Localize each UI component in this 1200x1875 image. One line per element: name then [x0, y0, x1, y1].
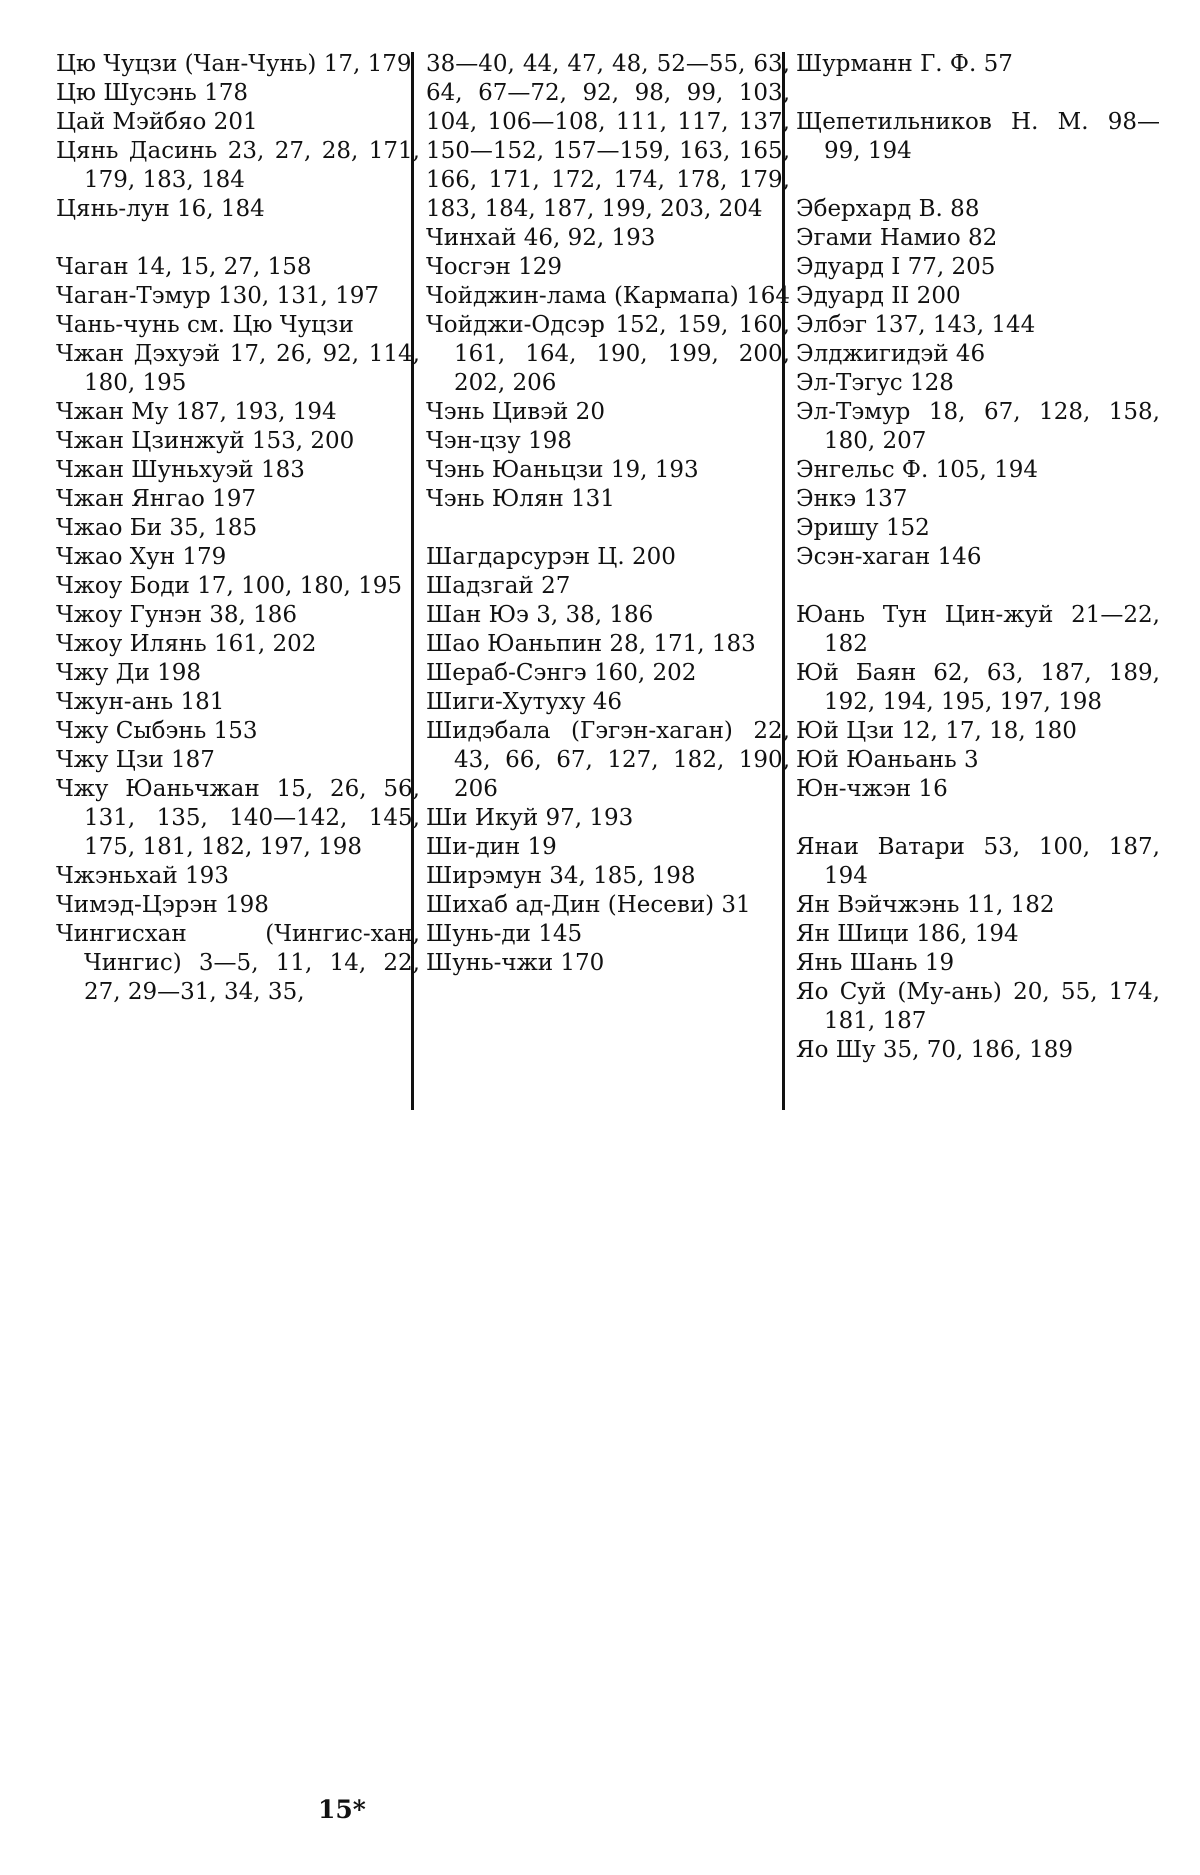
- index-entry: Ян Шици 186, 194: [796, 921, 1019, 947]
- index-entry: Чэнь Юлян 131: [426, 486, 615, 512]
- index-entry: Чжан Шуньхуэй 183: [56, 457, 305, 483]
- index-entry: Цянь Дасинь 23, 27, 28, 171, 179, 183, 184: [56, 138, 420, 193]
- index-entry: Чжоу Илянь 161, 202: [56, 631, 317, 657]
- index-entry: Чжао Би 35, 185: [56, 515, 258, 541]
- index-entry: 38—40, 44, 47, 48, 52—55, 63, 64, 67—72, 92, 98, 99, 103, 104, 106—108, 111, 117, 137, 150—152, 157—159, 163, 165, 166, 171, 172, 174, 178, 179, 183, 184, 187, 199, 203, 204: [426, 51, 790, 222]
- index-entry: Чэнь Юаньцзи 19, 193: [426, 457, 699, 483]
- index-entry: Шидэбала (Гэгэн-хаган) 22, 43, 66, 67, 127, 182, 190, 206: [426, 718, 790, 802]
- index-entry: Чингисхан (Чингис-хан, Чингис) 3—5, 11, 14, 22, 27, 29—31, 34, 35,: [56, 921, 420, 1005]
- index-entry: Ши Икуй 97, 193: [426, 805, 634, 831]
- index-entry: Юн-чжэн 16: [796, 776, 948, 802]
- index-entry: Цай Мэйбяо 201: [56, 109, 258, 135]
- index-entry: Чаган 14, 15, 27, 158: [56, 254, 312, 280]
- index-entry: Чжу Сыбэнь 153: [56, 718, 258, 744]
- index-entry: Эл-Тэмур 18, 67, 128, 158, 180, 207: [796, 399, 1160, 454]
- index-entry: Шао Юаньпин 28, 171, 183: [426, 631, 756, 657]
- index-entry: Ян Вэйчжэнь 11, 182: [796, 892, 1055, 918]
- index-entry: Юань Тун Цин-жуй 21—22, 182: [796, 602, 1160, 657]
- index-entry: Яо Шу 35, 70, 186, 189: [796, 1037, 1074, 1063]
- index-entry: Ширэмун 34, 185, 198: [426, 863, 696, 889]
- column-divider-1: [411, 52, 414, 1110]
- index-entry: Юй Баян 62, 63, 187, 189, 192, 194, 195, 197, 198: [796, 660, 1160, 715]
- index-entry: Юй Юаньань 3: [796, 747, 979, 773]
- index-entry: Чань-чунь см. Цю Чуцзи: [56, 312, 354, 338]
- index-entry: Чаган-Тэмур 130, 131, 197: [56, 283, 379, 309]
- index-entry: Энкэ 137: [796, 486, 908, 512]
- index-entry: Эришу 152: [796, 515, 930, 541]
- index-entry: Янь Шань 19: [796, 950, 955, 976]
- index-entry: Эдуард I 77, 205: [796, 254, 996, 280]
- index-entry: Шан Юэ 3, 38, 186: [426, 602, 654, 628]
- index-entry: Шунь-ди 145: [426, 921, 583, 947]
- index-entry: Энгельс Ф. 105, 194: [796, 457, 1039, 483]
- index-entry: Шурманн Г. Ф. 57: [796, 51, 1013, 77]
- index-entry: Цю Чуцзи (Чан-Чунь) 17, 179: [56, 51, 412, 77]
- index-entry: Чжоу Боди 17, 100, 180, 195: [56, 573, 403, 599]
- page-number: 15*: [318, 1795, 366, 1824]
- index-entry: Элбэг 137, 143, 144: [796, 312, 1036, 338]
- index-entry: Чжан Цзинжуй 153, 200: [56, 428, 355, 454]
- index-entry: Чжоу Гунэн 38, 186: [56, 602, 298, 628]
- index-entry: Шихаб ад-Дин (Несеви) 31: [426, 892, 751, 918]
- index-entry: Янаи Ватари 53, 100, 187, 194: [796, 834, 1160, 889]
- index-entry: Чосгэн 129: [426, 254, 562, 280]
- index-entry: Чжу Ди 198: [56, 660, 202, 686]
- index-entry: Эсэн-хаган 146: [796, 544, 982, 570]
- index-entry: Чимэд-Цэрэн 198: [56, 892, 269, 918]
- index-entry: Эл-Тэгус 128: [796, 370, 954, 396]
- index-entry: Чжу Цзи 187: [56, 747, 215, 773]
- index-entry: Чжан Му 187, 193, 194: [56, 399, 337, 425]
- index-entry: Шунь-чжи 170: [426, 950, 605, 976]
- index-entry: Яо Суй (Му-ань) 20, 55, 174, 181, 187: [796, 979, 1160, 1034]
- index-entry: Чойджи-Одсэр 152, 159, 160, 161, 164, 190, 199, 200, 202, 206: [426, 312, 790, 396]
- index-entry: Чжэньхай 193: [56, 863, 229, 889]
- index-entry: Шиги-Хутуху 46: [426, 689, 622, 715]
- index-entry: Цю Шусэнь 178: [56, 80, 248, 106]
- index-entry: Шадзгай 27: [426, 573, 571, 599]
- index-entry: Ши-дин 19: [426, 834, 557, 860]
- index-entry: Эгами Намио 82: [796, 225, 998, 251]
- column-divider-2: [782, 52, 785, 1110]
- index-entry: Цянь-лун 16, 184: [56, 196, 265, 222]
- index-entry: Элджигидэй 46: [796, 341, 986, 367]
- index-entry: Юй Цзи 12, 17, 18, 180: [796, 718, 1077, 744]
- index-entry: Чжу Юаньчжан 15, 26, 56, 131, 135, 140—142, 145, 175, 181, 182, 197, 198: [56, 776, 420, 860]
- index-entry: Шераб-Сэнгэ 160, 202: [426, 660, 697, 686]
- index-entry: Эдуард II 200: [796, 283, 961, 309]
- index-entry: Чжао Хун 179: [56, 544, 227, 570]
- index-column-1: [56, 50, 420, 1007]
- index-column-2: [426, 50, 790, 978]
- index-entry: Чжун-ань 181: [56, 689, 225, 715]
- index-entry: Чинхай 46, 92, 193: [426, 225, 656, 251]
- index-column-3: [796, 50, 1160, 1065]
- index-entry: Шагдарсурэн Ц. 200: [426, 544, 676, 570]
- index-entry: Чэн-цзу 198: [426, 428, 572, 454]
- index-entry: Щепетильников Н. М. 98—99, 194: [796, 109, 1160, 164]
- index-entry: Чойджин-лама (Кармапа) 164: [426, 283, 790, 309]
- index-entry: Чжан Янгао 197: [56, 486, 257, 512]
- index-entry: Эберхард В. 88: [796, 196, 980, 222]
- index-entry: Чжан Дэхуэй 17, 26, 92, 114, 180, 195: [56, 341, 420, 396]
- index-entry: Чэнь Цивэй 20: [426, 399, 605, 425]
